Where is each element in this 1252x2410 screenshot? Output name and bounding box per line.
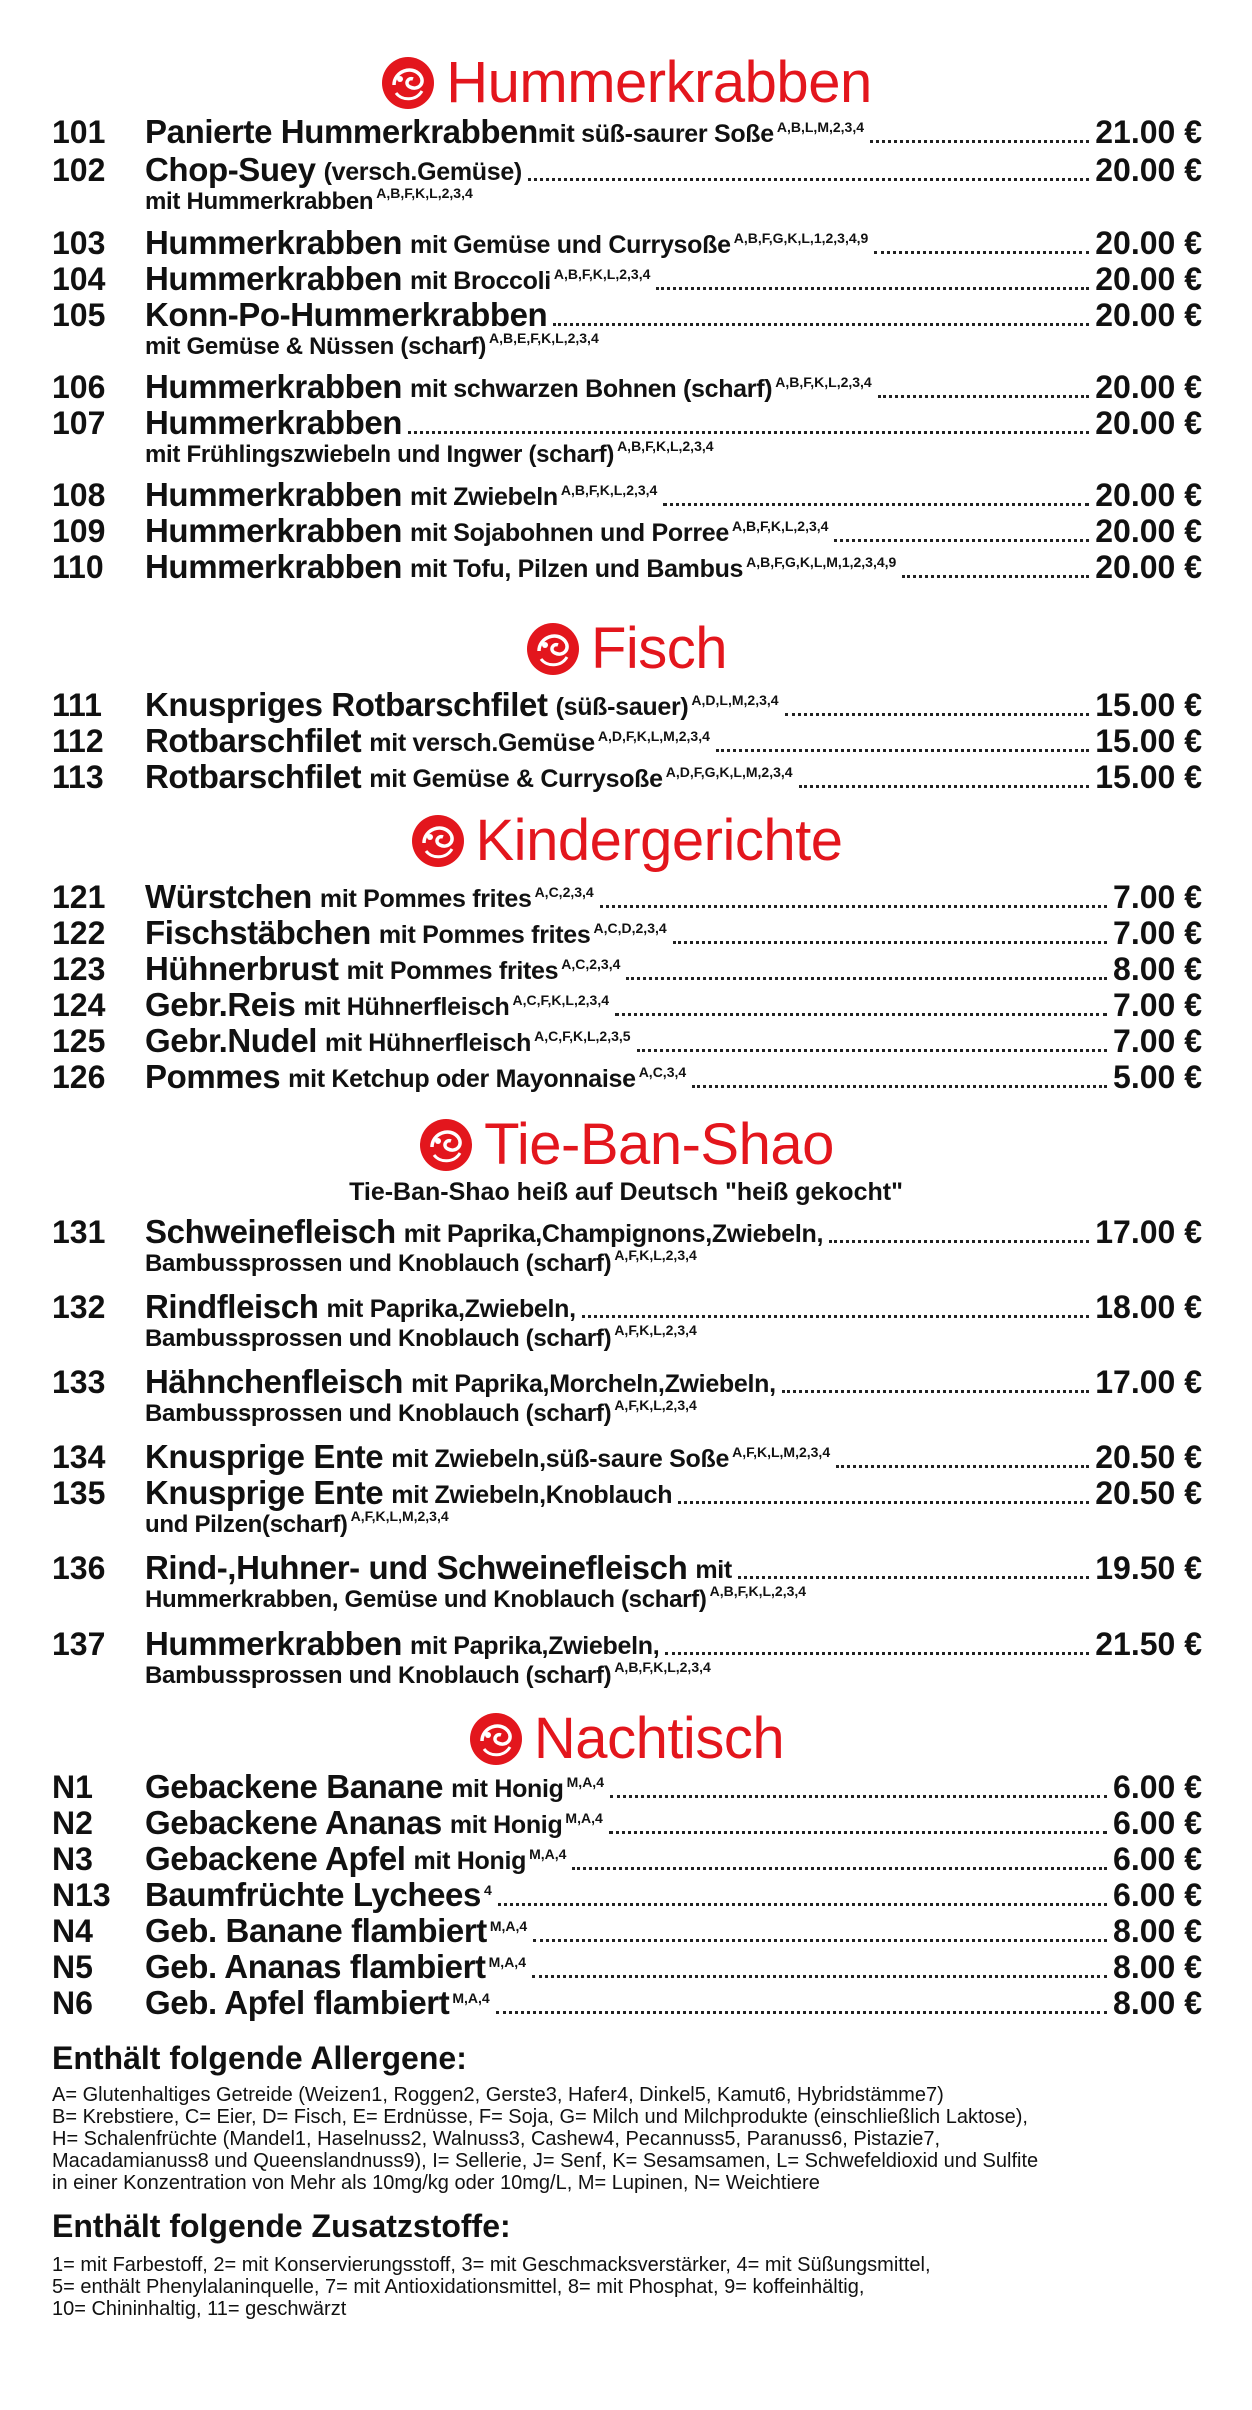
item-desc: mit Gemüse & Currysoße <box>369 765 663 793</box>
item-desc: mit Tofu, Pilzen und Bambus <box>410 555 744 583</box>
item-desc: mit Zwiebeln,süß-saure Soße <box>391 1445 730 1473</box>
item-desc: mit Broccoli <box>410 267 551 295</box>
item-number: N6 <box>52 1985 93 2021</box>
item-number: 131 <box>52 1214 106 1250</box>
item-name: Gebackene Banane <box>145 1768 444 1805</box>
item-number: 112 <box>52 723 104 759</box>
allergen-legend <box>52 2084 1222 2194</box>
item-number: 104 <box>52 261 106 297</box>
dot-leader <box>532 1975 1107 1978</box>
item-allergens: M,A,4 <box>452 1990 490 2006</box>
menu-item <box>52 514 1202 548</box>
section-header-fisch <box>0 618 1252 680</box>
item-price: 19.50 € <box>1095 1550 1202 1586</box>
item-allergens: A,D,F,K,L,M,2,3,4 <box>597 728 710 744</box>
item-desc-2: Bambussprossen und Knoblauch (scharf) <box>145 1325 612 1352</box>
section-header-kindergerichte <box>0 810 1252 872</box>
section-title: Hummerkrabben <box>446 50 872 115</box>
item-desc: mit Honig <box>413 1847 527 1875</box>
item-number: 105 <box>52 297 106 333</box>
item-name: Hummerkrabben <box>145 368 403 405</box>
item-price: 21.50 € <box>1095 1626 1202 1662</box>
additive-line: 10= Chininhaltig, 11= geschwärzt <box>52 2298 347 2320</box>
section-title: Nachtisch <box>533 1706 785 1771</box>
menu-item <box>52 115 1202 149</box>
dragon-emblem-icon <box>410 813 466 869</box>
menu-item <box>52 1024 1202 1058</box>
menu-item <box>52 1476 1202 1538</box>
dot-leader <box>663 503 1089 506</box>
item-price: 6.00 € <box>1113 1805 1202 1841</box>
dot-leader <box>829 1240 1089 1243</box>
item-price: 17.00 € <box>1095 1214 1202 1250</box>
item-price: 20.00 € <box>1095 405 1202 441</box>
item-price: 21.00 € <box>1095 114 1202 150</box>
dot-leader <box>870 140 1089 143</box>
item-allergens: M,A,4 <box>566 1774 604 1790</box>
item-desc-2: mit Frühlingszwiebeln und Ingwer (scharf) <box>145 441 615 468</box>
item-desc: mit süß-saurer Soße <box>537 120 774 148</box>
item-desc: mit <box>695 1556 732 1584</box>
item-desc: mit Sojabohnen und Porree <box>410 519 729 547</box>
item-price: 8.00 € <box>1113 1913 1202 1949</box>
item-desc-2: Bambussprossen und Knoblauch (scharf) <box>145 1662 612 1689</box>
item-name: Rindfleisch <box>145 1288 319 1325</box>
item-desc: mit Pommes frites <box>319 885 532 913</box>
dot-leader <box>836 1465 1089 1468</box>
item-number: 102 <box>52 152 106 188</box>
item-number: 109 <box>52 513 106 549</box>
section-header-hummerkrabben <box>0 52 1252 114</box>
item-desc: mit Zwiebeln,Knoblauch <box>391 1481 673 1509</box>
item-name: Schweinefleisch <box>145 1213 396 1250</box>
menu-item <box>52 153 1202 215</box>
menu-item <box>52 688 1202 722</box>
dot-leader <box>902 575 1089 578</box>
item-price: 20.00 € <box>1095 297 1202 333</box>
dot-leader <box>533 1939 1107 1942</box>
dot-leader <box>673 941 1107 944</box>
item-desc: mit versch.Gemüse <box>369 729 595 757</box>
dragon-emblem-icon <box>418 1117 474 1173</box>
item-number: N4 <box>52 1913 93 1949</box>
item-number: 107 <box>52 405 106 441</box>
menu-item <box>52 298 1202 360</box>
item-desc: mit Zwiebeln <box>410 483 558 511</box>
dot-leader <box>738 1576 1089 1579</box>
item-allergens: M,A,4 <box>488 1954 526 1970</box>
menu-item <box>52 916 1202 950</box>
item-desc: mit schwarzen Bohnen (scharf) <box>410 375 773 403</box>
dot-leader <box>498 1903 1107 1906</box>
item-allergens: A,D,F,G,K,L,M,2,3,4 <box>665 764 793 780</box>
item-name: Gebr.Nudel <box>145 1022 318 1059</box>
additive-line: 5= enthält Phenylalaninquelle, 7= mit Antioxidationsmittel, 8= mit Phosphat, 9= koffeinhältig, <box>52 2276 865 2298</box>
item-name: Hummerkrabben <box>145 512 403 549</box>
item-name: Hühnerbrust <box>145 950 339 987</box>
item-number: 133 <box>52 1364 106 1400</box>
item-allergens: A,F,K,L,2,3,4 <box>614 1322 697 1338</box>
item-allergens: A,F,K,L,2,3,4 <box>614 1397 697 1413</box>
item-number: N5 <box>52 1949 93 1985</box>
item-number: 111 <box>52 687 102 723</box>
menu-item <box>52 1440 1202 1474</box>
item-number: 121 <box>52 879 106 915</box>
item-number: 132 <box>52 1289 106 1325</box>
item-price: 5.00 € <box>1113 1059 1202 1095</box>
item-desc-2: Hummerkrabben, Gemüse und Knoblauch (scharf) <box>145 1586 707 1613</box>
item-desc: mit Paprika,Morcheln,Zwiebeln, <box>411 1370 776 1398</box>
dot-leader <box>716 749 1089 752</box>
item-name: Geb. Apfel flambiert <box>145 1984 450 2021</box>
item-number: 122 <box>52 915 106 951</box>
item-name: Hummerkrabben <box>145 404 403 441</box>
item-price: 15.00 € <box>1095 723 1202 759</box>
item-name: Rotbarschfilet <box>145 758 362 795</box>
item-desc: mit Pommes frites <box>378 921 591 949</box>
allergen-heading: Enthält folgende Allergene: <box>52 2040 467 2076</box>
item-number: 106 <box>52 369 106 405</box>
item-price: 6.00 € <box>1113 1877 1202 1913</box>
item-price: 6.00 € <box>1113 1769 1202 1805</box>
item-desc: (süß-sauer) <box>555 693 689 721</box>
item-allergens: A,B,F,K,L,2,3,4 <box>617 438 714 454</box>
menu-item <box>52 1770 1202 1804</box>
item-allergens: A,C,3,4 <box>638 1064 687 1080</box>
item-name: Chop-Suey <box>145 151 316 188</box>
item-name: Fischstäbchen <box>145 914 371 951</box>
dot-leader <box>408 431 1089 434</box>
item-name: Gebr.Reis <box>145 986 296 1023</box>
item-number: N13 <box>52 1877 111 1913</box>
item-name: Gebackene Ananas <box>145 1804 442 1841</box>
item-number: 137 <box>52 1626 106 1662</box>
item-desc-2: und Pilzen(scharf) <box>145 1511 348 1538</box>
item-price: 20.00 € <box>1095 477 1202 513</box>
item-price: 17.00 € <box>1095 1364 1202 1400</box>
menu-item <box>52 1290 1202 1352</box>
additive-legend <box>52 2254 1222 2320</box>
item-number: N1 <box>52 1769 93 1805</box>
item-allergens: M,A,4 <box>489 1918 528 1934</box>
dot-leader <box>782 1390 1089 1393</box>
item-allergens: A,C,F,K,L,2,3,4 <box>512 992 609 1008</box>
item-price: 7.00 € <box>1113 879 1202 915</box>
item-name: Hummerkrabben <box>145 476 403 513</box>
menu-item <box>52 406 1202 468</box>
item-price: 8.00 € <box>1113 1985 1202 2021</box>
item-number: N3 <box>52 1841 93 1877</box>
allergen-line: B= Krebstiere, C= Eier, D= Fisch, E= Erdnüsse, F= Soja, G= Milch und Milchprodukte (einschließlich Laktose), <box>52 2106 1028 2128</box>
item-allergens: A,B,F,K,L,2,3,4 <box>560 482 658 498</box>
menu-item <box>52 1878 1202 1912</box>
item-number: 124 <box>52 987 106 1023</box>
item-desc: mit Pommes frites <box>346 957 559 985</box>
menu-item <box>52 262 1202 296</box>
allergen-line: in einer Konzentration von Mehr als 10mg/kg oder 10mg/L, M= Lupinen, N= Weichtiere <box>52 2172 820 2194</box>
dot-leader <box>615 1013 1107 1016</box>
additive-line: 1= mit Farbestoff, 2= mit Konservierungsstoff, 3= mit Geschmacksverstärker, 4= mit Süßungsmittel, <box>52 2254 931 2276</box>
menu-item <box>52 880 1202 914</box>
item-allergens: A,C,2,3,4 <box>561 956 621 972</box>
item-desc: mit Hühnerfleisch <box>325 1029 532 1057</box>
dot-leader <box>799 785 1090 788</box>
item-allergens: A,B,L,M,2,3,4 <box>776 119 865 135</box>
item-desc-2: Bambussprossen und Knoblauch (scharf) <box>145 1400 612 1427</box>
item-name: Geb. Banane flambiert <box>145 1912 487 1949</box>
item-price: 15.00 € <box>1095 759 1202 795</box>
item-name: Würstchen <box>145 878 312 915</box>
item-number: 135 <box>52 1475 106 1511</box>
item-allergens: 4 <box>483 1882 492 1898</box>
menu-item <box>52 1806 1202 1840</box>
menu-item <box>52 1365 1202 1427</box>
item-price: 7.00 € <box>1113 915 1202 951</box>
item-allergens: A,D,L,M,2,3,4 <box>691 692 779 708</box>
item-allergens: A,C,F,K,L,2,3,5 <box>534 1028 631 1044</box>
item-name: Rotbarschfilet <box>145 722 362 759</box>
item-desc: mit Honig <box>449 1811 563 1839</box>
dragon-emblem-icon <box>380 55 436 111</box>
dragon-emblem-icon <box>468 1711 524 1767</box>
allergen-line: H= Schalenfrüchte (Mandel1, Haselnuss2, Walnuss3, Cashew4, Pecannuss5, Paranuss6, Pistazie7, <box>52 2128 941 2150</box>
item-name: Hummerkrabben <box>145 548 403 585</box>
item-price: 15.00 € <box>1095 687 1202 723</box>
item-allergens: A,B,F,K,L,2,3,4 <box>731 518 829 534</box>
item-allergens: A,B,F,K,L,2,3,4 <box>376 185 473 201</box>
item-number: 126 <box>52 1059 106 1095</box>
item-number: 136 <box>52 1550 106 1586</box>
item-desc-2: Bambussprossen und Knoblauch (scharf) <box>145 1250 612 1277</box>
section-title: Kindergerichte <box>475 808 843 873</box>
item-allergens: A,F,K,L,2,3,4 <box>614 1247 697 1263</box>
item-number: N2 <box>52 1805 93 1841</box>
item-desc-2: mit Gemüse & Nüssen (scharf) <box>145 333 487 360</box>
allergen-line: Macadamianuss8 und Queenslandnuss9), I= Sellerie, J= Senf, K= Sesamsamen, L= Schwefeldioxid und Sulfite <box>52 2150 1039 2172</box>
item-desc: mit Gemüse und Currysoße <box>410 231 731 259</box>
menu-item <box>52 1950 1202 1984</box>
dot-leader <box>874 251 1089 254</box>
item-name: Panierte Hummerkrabben <box>145 113 538 150</box>
dragon-emblem-icon <box>525 621 581 677</box>
item-number: 110 <box>52 549 104 585</box>
item-name: Knusprige Ente <box>145 1474 384 1511</box>
dot-leader <box>610 1795 1107 1798</box>
item-allergens: A,B,F,K,L,2,3,4 <box>775 374 872 390</box>
menu-item <box>52 760 1202 794</box>
section-title: Tie-Ban-Shao <box>484 1112 834 1177</box>
item-name: Pommes <box>145 1058 281 1095</box>
item-number: 108 <box>52 477 106 513</box>
menu-item <box>52 1986 1202 2020</box>
menu-item <box>52 1551 1202 1613</box>
item-price: 20.00 € <box>1095 549 1202 585</box>
item-allergens: A,B,E,F,K,L,2,3,4 <box>489 330 599 346</box>
section-header-tie-ban-shao <box>0 1114 1252 1176</box>
menu-item <box>52 1627 1202 1689</box>
menu-item <box>52 370 1202 404</box>
dot-leader <box>785 713 1090 716</box>
item-allergens: A,B,F,K,L,2,3,4 <box>553 266 651 282</box>
allergen-line: A= Glutenhaltiges Getreide (Weizen1, Roggen2, Gerste3, Hafer4, Dinkel5, Kamut6, Hybridstämme7) <box>52 2084 944 2106</box>
menu-item <box>52 1215 1202 1277</box>
dot-leader <box>528 178 1089 181</box>
section-header-nachtisch <box>0 1708 1252 1770</box>
additive-heading: Enthält folgende Zusatzstoffe: <box>52 2208 511 2244</box>
item-allergens: A,B,F,K,L,2,3,4 <box>709 1583 807 1599</box>
item-price: 20.00 € <box>1095 152 1202 188</box>
item-allergens: M,A,4 <box>565 1810 603 1826</box>
section-title: Fisch <box>590 616 728 681</box>
item-number: 134 <box>52 1439 106 1475</box>
dot-leader <box>834 539 1089 542</box>
item-desc: mit Ketchup oder Mayonnaise <box>288 1065 636 1093</box>
item-allergens: A,B,F,G,K,L,1,2,3,4,9 <box>733 230 869 246</box>
item-desc: mit Hühnerfleisch <box>303 993 510 1021</box>
item-name: Knuspriges Rotbarschfilet <box>145 686 548 723</box>
item-number: 103 <box>52 225 106 261</box>
dot-leader <box>553 323 1089 326</box>
menu-item <box>52 724 1202 758</box>
item-name: Hummerkrabben <box>145 260 403 297</box>
menu-item <box>52 550 1202 584</box>
item-desc: mit Paprika,Zwiebeln, <box>326 1295 576 1323</box>
item-name: Hummerkrabben <box>145 224 403 261</box>
item-name: Rind-,Huhner- und Schweinefleisch <box>145 1549 688 1586</box>
item-allergens: M,A,4 <box>529 1846 567 1862</box>
dot-leader <box>678 1501 1089 1504</box>
item-price: 7.00 € <box>1113 987 1202 1023</box>
item-allergens: A,C,D,2,3,4 <box>593 920 667 936</box>
dot-leader <box>582 1315 1089 1318</box>
item-price: 18.00 € <box>1095 1289 1202 1325</box>
menu-item <box>52 1842 1202 1876</box>
item-price: 7.00 € <box>1113 1023 1202 1059</box>
section-subtitle: Tie-Ban-Shao heiß auf Deutsch "heiß gekocht" <box>349 1178 903 1206</box>
item-price: 20.00 € <box>1095 513 1202 549</box>
item-number: 101 <box>52 114 106 150</box>
item-allergens: A,C,2,3,4 <box>534 884 594 900</box>
menu-item <box>52 952 1202 986</box>
dot-leader <box>665 1652 1089 1655</box>
dot-leader <box>609 1831 1107 1834</box>
dot-leader <box>626 977 1107 980</box>
item-number: 125 <box>52 1023 106 1059</box>
item-allergens: A,B,F,K,L,2,3,4 <box>614 1659 711 1675</box>
item-name: Konn-Po-Hummerkrabben <box>145 296 548 333</box>
item-desc: mit Paprika,Zwiebeln, <box>410 1632 660 1660</box>
menu-item <box>52 478 1202 512</box>
item-price: 8.00 € <box>1113 1949 1202 1985</box>
dot-leader <box>572 1867 1107 1870</box>
item-price: 20.00 € <box>1095 225 1202 261</box>
dot-leader <box>656 287 1089 290</box>
item-name: Gebackene Apfel <box>145 1840 406 1877</box>
menu-item <box>52 226 1202 260</box>
item-desc: (versch.Gemüse) <box>323 158 522 186</box>
item-number: 113 <box>52 759 104 795</box>
item-number: 123 <box>52 951 106 987</box>
item-allergens: A,F,K,L,M,2,3,4 <box>732 1444 831 1460</box>
item-desc: mit Paprika,Champignons,Zwiebeln, <box>403 1220 824 1248</box>
item-allergens: A,F,K,L,M,2,3,4 <box>350 1508 449 1524</box>
menu-item <box>52 1914 1202 1948</box>
item-name: Baumfrüchte Lychees <box>145 1876 481 1913</box>
menu-item <box>52 988 1202 1022</box>
dot-leader <box>692 1085 1107 1088</box>
dot-leader <box>637 1049 1107 1052</box>
dot-leader <box>600 905 1107 908</box>
menu-item <box>52 1060 1202 1094</box>
item-price: 20.00 € <box>1095 369 1202 405</box>
item-name: Hummerkrabben <box>145 1625 403 1662</box>
item-allergens: A,B,F,G,K,L,M,1,2,3,4,9 <box>746 554 897 570</box>
item-name: Geb. Ananas flambiert <box>145 1948 486 1985</box>
item-price: 6.00 € <box>1113 1841 1202 1877</box>
item-name: Knusprige Ente <box>145 1438 384 1475</box>
item-price: 20.50 € <box>1095 1475 1202 1511</box>
dot-leader <box>878 395 1090 398</box>
item-name: Hähnchenfleisch <box>145 1363 404 1400</box>
item-desc: mit Honig <box>451 1775 564 1803</box>
dot-leader <box>496 2011 1107 2014</box>
item-desc-2: mit Hummerkrabben <box>145 188 374 215</box>
item-price: 20.00 € <box>1095 261 1202 297</box>
item-price: 8.00 € <box>1113 951 1202 987</box>
item-price: 20.50 € <box>1095 1439 1202 1475</box>
